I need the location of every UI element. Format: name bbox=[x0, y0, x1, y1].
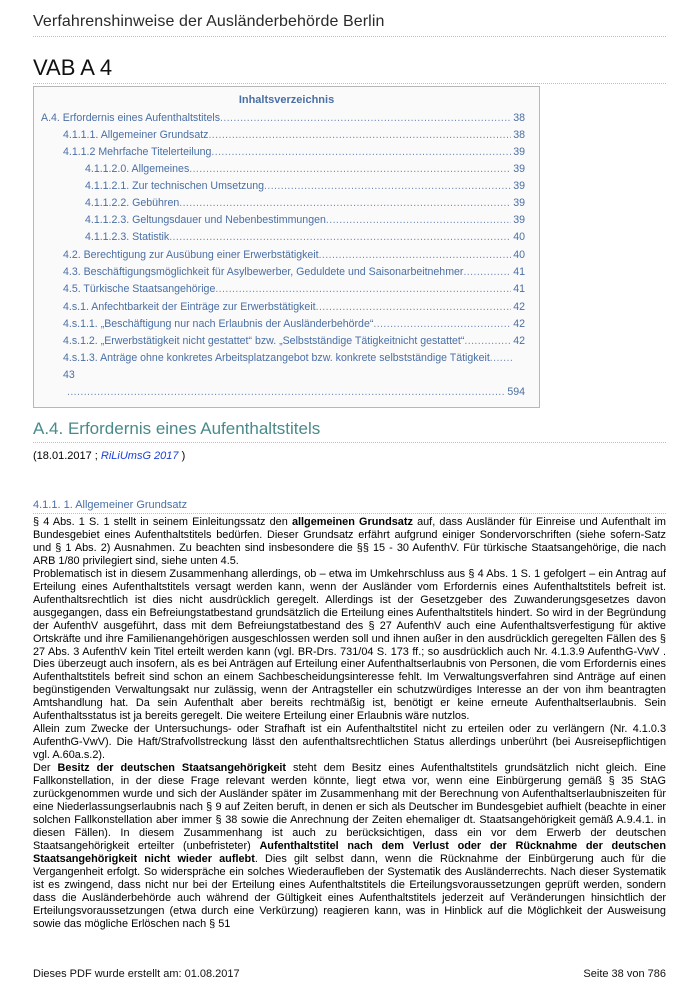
toc-entry[interactable]: 4.1.1.1. Allgemeiner Grundsatz ..... 38 bbox=[63, 128, 525, 142]
title-divider bbox=[33, 83, 666, 84]
toc-entry[interactable]: 4.1.1.2.3. Statistik ..... 40 bbox=[85, 230, 525, 244]
running-header: Verfahrenshinweise der Ausländerbehörde Berlin bbox=[33, 13, 385, 30]
toc-entry[interactable]: 4.1.1.2.2. Gebühren ..... 39 bbox=[85, 196, 525, 210]
toc-entry[interactable]: ..... 594 bbox=[67, 385, 525, 399]
toc-entry[interactable]: 4.s.1. Anfechtbarkeit der Einträge zur Erwerbstätigkeit ..... 42 bbox=[63, 300, 525, 314]
toc-entry[interactable]: 4.2. Berechtigung zur Ausübung einer Erwerbstätigkeit ..... 40 bbox=[63, 248, 525, 262]
paragraph: Allein zum Zwecke der Untersuchungs- oder Strafhaft ist ein Aufenthaltstitel nicht zu erteilen oder zu verlängern (Nr. 4.1.0.3 AufenthG-VwV). Die Haft/Strafvollstreckung lässt den aufenthaltsrechtlichen Status allerdings unberührt (bei Ausreisepflichtigen vgl. A.60a.s.2). bbox=[33, 723, 666, 762]
page-footer bbox=[33, 968, 666, 980]
toc-entry[interactable]: 4.s.1.1. „Beschäftigung nur nach Erlaubnis der Ausländerbehörde“ ..... 42 bbox=[63, 317, 525, 331]
paragraph: Der Besitz der deutschen Staatsangehörigkeit steht dem Besitz eines Aufenthaltstitels grundsätzlich nicht gleich. Eine Fallkonstellation, in der diese Frage relevant werden könnte, liegt etwa vor, wenn eine Einbürgerung gemäß § 35 StAG zurückgenommen wurde und sich der Ausländer später im Zusammenhang mit der Berechnung von Aufenthaltserlaubniszeiten für eine Niederlassungserlaubnis nach § 9 auf Zeiten beruft, in denen er sich als Deutscher im Bundesgebiet aufhielt (beachte in einer solchen Fallkonstellation aber immer § 38 sowie die Anrechnung der Zeiten ehemaliger dt. Staatsangehörigkeit gemäß A.9.4.1. in diesen Fällen). In diesem Zusammenhang ist auch zu berücksichtigen, dass ein vor dem Erwerb der deutschen Staatsangehörigkeit erteilter (unbefristeter) Aufenthaltstitel nach dem Verlust oder der Rücknahme der deutschen Staatsangehörigkeit nicht wieder auflebt. Dies gilt selbst dann, wenn die Rücknahme der Einbürgerung auch für die Vergangenheit erfolgt. So widerspräche ein solches Wiederaufleben der Systematik des Ausländerrechts. Nach dieser Systematik ist es zwingend, dass nicht nur bei der Erteilung eines Aufenthaltstitels die Erteilungsvoraussetzungen geprüft werden, sondern dass die Ausländerbehörde auch während der Gültigkeit eines Aufenthaltstitels jederzeit auf Veränderungen hinsichtlich der Erteilungsvoraussetzungen (etwa durch eine Verkürzung) reagieren kann, was in Hinblick auf die Möglichkeit der Ausweisung sowie das mögliche Erlöschen nach § 51 bbox=[33, 762, 666, 930]
toc-entry[interactable]: A.4. Erfordernis eines Aufenthaltstitels ..... 38 bbox=[41, 111, 525, 125]
header-divider bbox=[33, 36, 666, 37]
section-date: (18.01.2017 ; RiLiUmsG 2017 ) bbox=[33, 450, 186, 462]
footer-created: Dieses PDF wurde erstellt am: 01.08.2017 bbox=[33, 968, 240, 980]
table-of-contents bbox=[33, 86, 540, 408]
section-divider bbox=[33, 442, 666, 443]
subsection-title: 4.1.1. 1. Allgemeiner Grundsatz bbox=[33, 499, 188, 511]
toc-entry[interactable]: 4.3. Beschäftigungsmöglichkeit für Asylbewerber, Geduldete und Saisonarbeitnehmer ..... 41 bbox=[63, 265, 525, 279]
toc-entry[interactable]: 4.s.1.2. „Erwerbstätigkeit nicht gestattet“ bzw. „Selbstständige Tätigkeitnicht gestattet“ ..... 42 bbox=[63, 334, 525, 348]
footer-page-number: Seite 38 von 786 bbox=[583, 968, 666, 980]
toc-heading: Inhaltsverzeichnis bbox=[238, 94, 335, 106]
toc-entry[interactable]: 4.s.1.3. Anträge ohne konkretes Arbeitsplatzangebot bzw. konkrete selbstständige Tätigkeit ..... bbox=[63, 351, 531, 365]
subsection-divider bbox=[33, 513, 666, 514]
toc-entry-page: 43 bbox=[63, 369, 75, 381]
toc-entry[interactable]: 4.1.1.2.0. Allgemeines ..... 39 bbox=[85, 162, 525, 176]
toc-entry[interactable]: 4.1.1.2.1. Zur technischen Umsetzung ..... 39 bbox=[85, 179, 525, 193]
amendment-link[interactable]: RiLiUmsG 2017 bbox=[100, 450, 179, 462]
toc-entry[interactable]: 4.1.1.2.3. Geltungsdauer und Nebenbestimmungen ..... 39 bbox=[85, 213, 525, 227]
toc-entry[interactable]: 4.5. Türkische Staatsangehörige ..... 41 bbox=[63, 282, 525, 296]
section-title: A.4. Erfordernis eines Aufenthaltstitels bbox=[33, 419, 321, 438]
toc-entry[interactable]: 4.1.1.2 Mehrfache Titelerteilung ..... 39 bbox=[63, 145, 525, 159]
paragraph: Problematisch ist in diesem Zusammenhang allerdings, ob – etwa im Umkehrschluss aus § 4 Abs. 1 S. 1 gefolgert – ein Antrag auf Erteilung eines Aufenthaltstitels versagt werden kann, wenn der Ausländer vom Erfordernis eines Aufenthaltstitels befreit ist. Aufenthaltsrechtlich ist dies nicht ausdrücklich geregelt. Allerdings ist der Gesetzgeber des Zuwanderungsgesetzes davon ausgegangen, dass ein Befreiungstatbestand grundsätzlich die Erteilung eines Aufenthaltstitels hindert. So wird in der Begründung der AufenthV ausgeführt, dass mit dem Befreiungstatbestand des § 27 AufenthV auch eine Aufenthaltsverfestigung für aktive Ortskräfte und ihre Familienangehörigen ausgeschlossen werden soll und ihnen außer in den ausdrücklich geregelten Fällen des § 27 Abs. 3 AufenthV kein Titel erteilt werden kann (vgl. BR-Drs. 731/04 S. 173 ff.; so ausdrücklich auch Nr. 4.1.3.9 AufenthG-VwV . Dies überzeugt auch insofern, als es bei Anträgen auf Erteilung einer Aufenthaltserlaubnis von Personen, die vom Erfordernis eines Aufenthaltstitels befreit sind schon an einem Sachbescheidungsinteresse fehlt. Im Verwaltungsverfahren sind Anträge auf einen begünstigenden Verwaltungsakt nur zulässig, wenn der Antragsteller ein schutzwürdiges Interesse an der von ihm beantragten Amtshandlung hat. Da sein Aufenthalt aber bereits rechtmäßig ist, benötigt er keine erneute Aufenthaltserlaubnis. Sein Aufenthaltsstatus ist ja bereits geregelt. Die weitere Erteilung einer Erlaubnis wäre nutzlos. bbox=[33, 567, 666, 723]
body-text bbox=[33, 516, 666, 931]
document-title: VAB A 4 bbox=[33, 55, 113, 80]
paragraph: § 4 Abs. 1 S. 1 stellt in seinem Einleitungssatz den allgemeinen Grundsatz auf, dass Ausländer für Einreise und Aufenthalt im Bundesgebiet eines Aufenthaltstitels bedürfen. Dieser Grundsatz erfährt aufgrund einiger Sondervorschriften (siehe sofern-Satz und § 1 Abs. 2) Ausnahmen. Zu beachten sind insbesondere die §§ 15 - 30 AufenthV. Für türkische Staatsangehörige, die nach ARB 1/80 privilegiert sind, siehe unten 4.5. bbox=[33, 516, 666, 567]
